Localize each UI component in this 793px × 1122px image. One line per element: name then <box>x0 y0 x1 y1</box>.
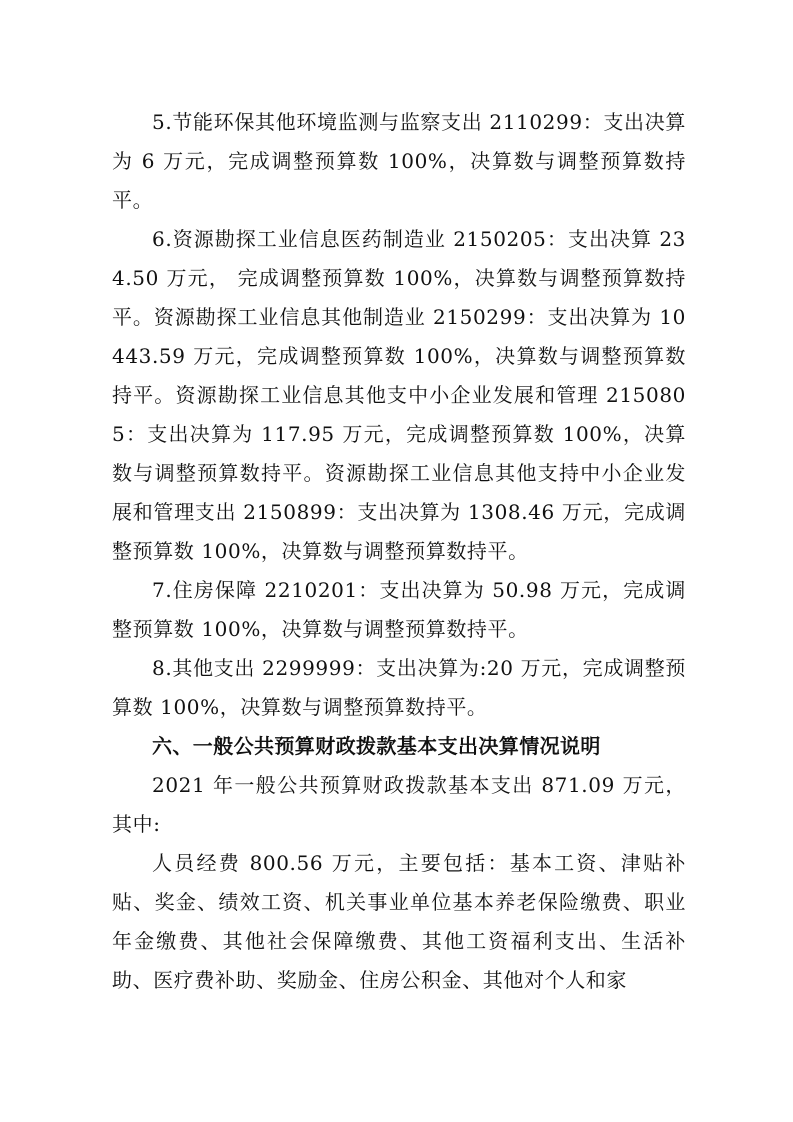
paragraph-personnel-expenses: 人员经费 800.56 万元，主要包括：基本工资、津贴补贴、奖金、绩效工资、机关事业单位基本养老保险缴费、职业年金缴费、其他社会保障缴费、其他工资福利支出、生活补助、医疗费补助、奖励金、住房公积金、其他对个人和家 <box>112 851 686 992</box>
paragraph-item-6: 6.资源勘探工业信息医药制造业 2150205：支出决算 234.50 万元， 完成调整预算数 100%，决算数与调整预算数持平。资源勘探工业信息其他制造业 2150299：支出决算为 10443.59 万元，完成调整预算数 100%，决算数与调整预算数持平。资源勘探工业信息其他支中小企业发展和管理 2150805：支出决算为 117.95 万元，完成调整预算数 100%，决算数与调整预算数持平。资源勘探工业信息其他支持中小企业发展和管理支出 2150899：支出决算为 1308.46 万元，完成调整预算数 100%，决算数与调整预算数持平。 <box>112 227 686 563</box>
paragraph-item-7: 7.住房保障 2210201：支出决算为 50.98 万元，完成调整预算数 100%，决算数与调整预算数持平。 <box>112 578 686 641</box>
paragraph-basic-expenditure: 2021 年一般公共预算财政拨款基本支出 871.09 万元，其中: <box>112 773 686 836</box>
document-page <box>112 103 686 1000</box>
paragraph-item-5: 5.节能环保其他环境监测与监察支出 2110299：支出决算为 6 万元，完成调整预算数 100%，决算数与调整预算数持平。 <box>112 110 686 212</box>
section-heading-6: 六、一般公共预算财政拨款基本支出决算情况说明 <box>152 734 601 758</box>
paragraph-item-8: 8.其他支出 2299999：支出决算为:20 万元，完成调整预算数 100%，决算数与调整预算数持平。 <box>112 656 686 719</box>
